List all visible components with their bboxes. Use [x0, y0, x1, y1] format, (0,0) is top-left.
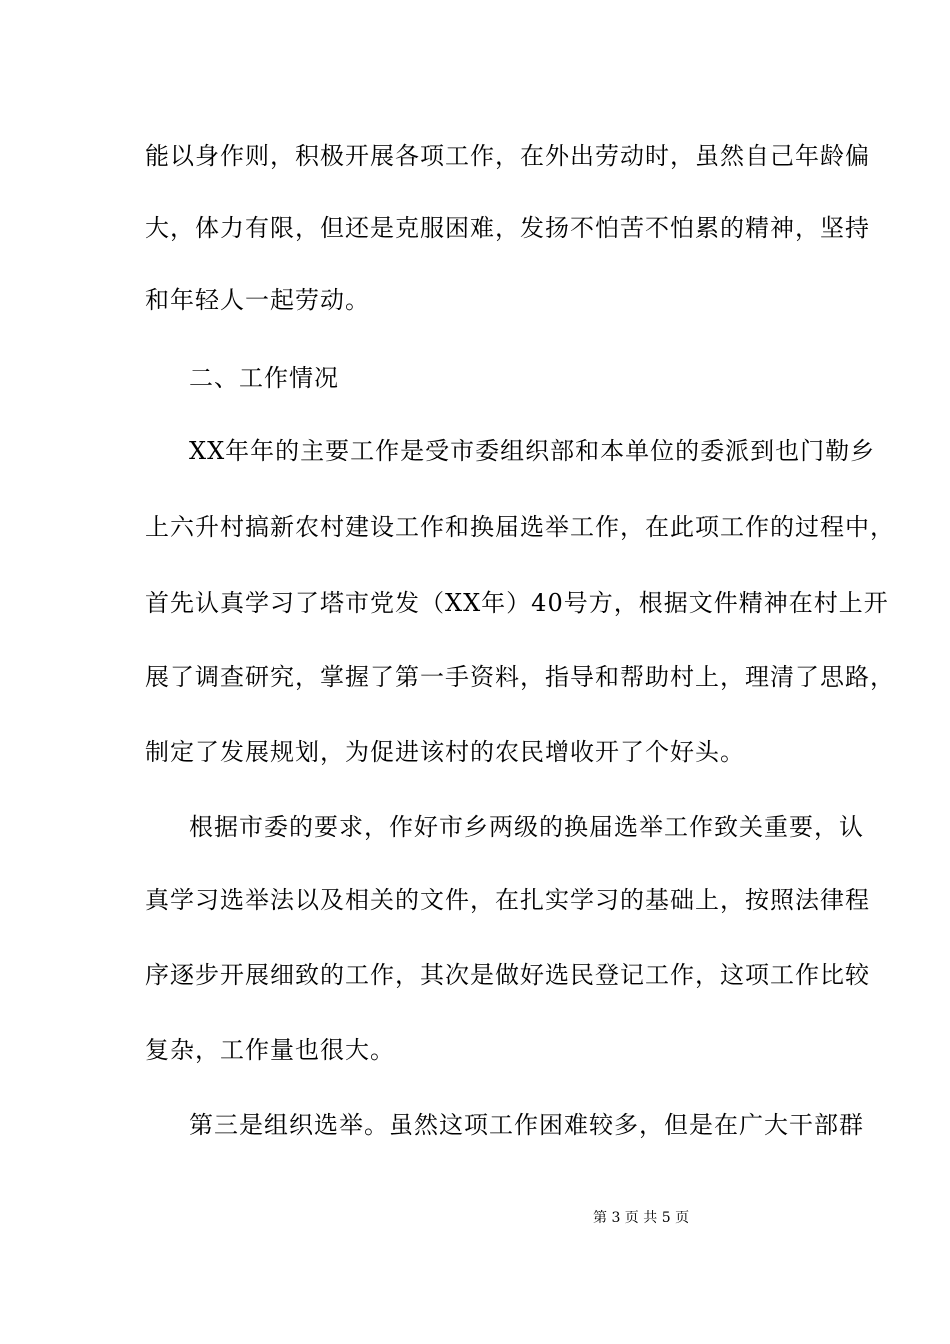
paragraph-line: 大，体力有限，但还是克服困难，发扬不怕苦不怕累的精神，坚持	[145, 214, 870, 242]
paragraph-line: 序逐步开展细致的工作，其次是做好选民登记工作，这项工作比较	[145, 961, 870, 989]
paragraph-line: 展了调查研究，掌握了第一手资料，指导和帮助村上，理清了思路，	[145, 663, 895, 691]
paragraph-line: 复杂，工作量也很大。	[145, 1036, 395, 1064]
paragraph-line: 制定了发展规划，为促进该村的农民增收开了个好头。	[145, 738, 745, 766]
paragraph-line: XX年年的主要工作是受市委组织部和本单位的委派到也门勒乡	[189, 437, 876, 465]
paragraph-line: 上六升村搞新农村建设工作和换届选举工作，在此项工作的过程中，	[145, 513, 895, 541]
paragraph-line: 真学习选举法以及相关的文件，在扎实学习的基础上，按照法律程	[145, 886, 870, 914]
paragraph-line: 能以身作则，积极开展各项工作，在外出劳动时，虽然自己年龄偏	[145, 142, 870, 170]
paragraph-line: 首先认真学习了塔市党发（XX年）40号方，根据文件精神在村上开	[145, 589, 889, 617]
paragraph-line: 和年轻人一起劳动。	[145, 286, 370, 314]
paragraph-line: 第三是组织选举。虽然这项工作困难较多，但是在广大干部群	[189, 1111, 864, 1139]
paragraph-line: 根据市委的要求，作好市乡两级的换届选举工作致关重要，认	[189, 813, 864, 841]
section-heading: 二、工作情况	[189, 364, 339, 392]
page-number-footer: 第 3 页 共 5 页	[593, 1210, 690, 1226]
